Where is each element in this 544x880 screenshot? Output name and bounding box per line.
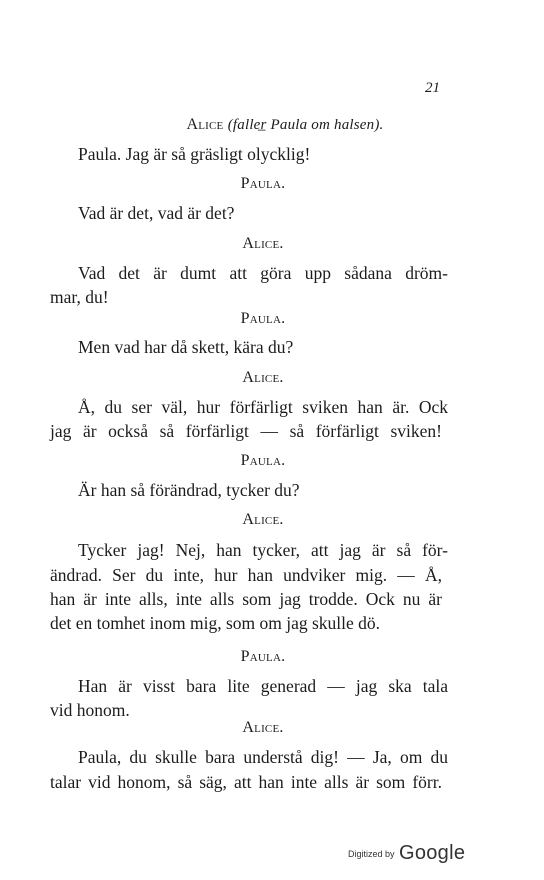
speaker-name: Paula. [240,310,286,327]
dialogue-line: Vad är det, vad är det? [78,203,235,223]
speaker-name: Alice. [242,511,284,528]
speaker-name: Alice [186,116,224,133]
speaker-alice [78,369,448,387]
speaker-paula [78,175,448,193]
dialogue-line: Är han så förändrad, tycker du? [78,480,300,500]
dialogue-line: han är inte alls, inte alls som jag trodde. Ock nu är [50,589,442,609]
speaker-name: Paula. [240,175,286,192]
speaker-name: Paula. [240,452,286,469]
digitized-label: Digitized by [348,849,395,859]
dialogue-line: det en tomhet inom mig, som om jag skulle dö. [50,613,381,633]
speaker-paula [78,452,448,470]
dialogue-line: Paula, du skulle bara understå dig! — Ja, om du [78,747,448,767]
digitized-watermark [348,842,465,865]
speaker-alice [78,511,448,529]
google-wordmark: Google [398,842,466,864]
page-number: 21 [425,80,440,96]
dialogue-line: Han är visst bara lite generad — jag ska tala [78,676,448,696]
dialogue-line: jag är också så förfärligt — så förfärligt sviken! [50,421,442,441]
speaker-name: Paula. [240,648,286,665]
stage-direction: (faller̲ Paula om halsen). [227,117,384,133]
speaker-name: Alice. [242,369,284,386]
dialogue-line: Vad det är dumt att göra upp sådana dröm- [78,263,448,283]
dialogue-line: vid honom. [50,700,130,720]
dialogue-line: talar vid honom, så säg, att han inte alls är som förr. [50,772,442,792]
dialogue-line: Paula. Jag är så gräsligt olycklig! [78,144,311,164]
speaker-alice [78,235,448,253]
speaker-name: Alice. [242,719,284,736]
dialogue-line: Men vad har då skett, kära du? [78,337,294,357]
dialogue-line: Å, du ser väl, hur förfärligt sviken han är. Ock [78,397,448,417]
dialogue-line: ändrad. Ser du inte, hur han undviker mig. — Å, [50,565,442,585]
speaker-alice-with-stage-direction [120,116,450,134]
speaker-paula [78,310,448,328]
speaker-paula [78,648,448,666]
speaker-alice [78,719,448,737]
dialogue-line: Tycker jag! Nej, han tycker, att jag är så för- [78,540,448,560]
speaker-name: Alice. [242,235,284,252]
dialogue-line: mar, du! [50,287,109,307]
